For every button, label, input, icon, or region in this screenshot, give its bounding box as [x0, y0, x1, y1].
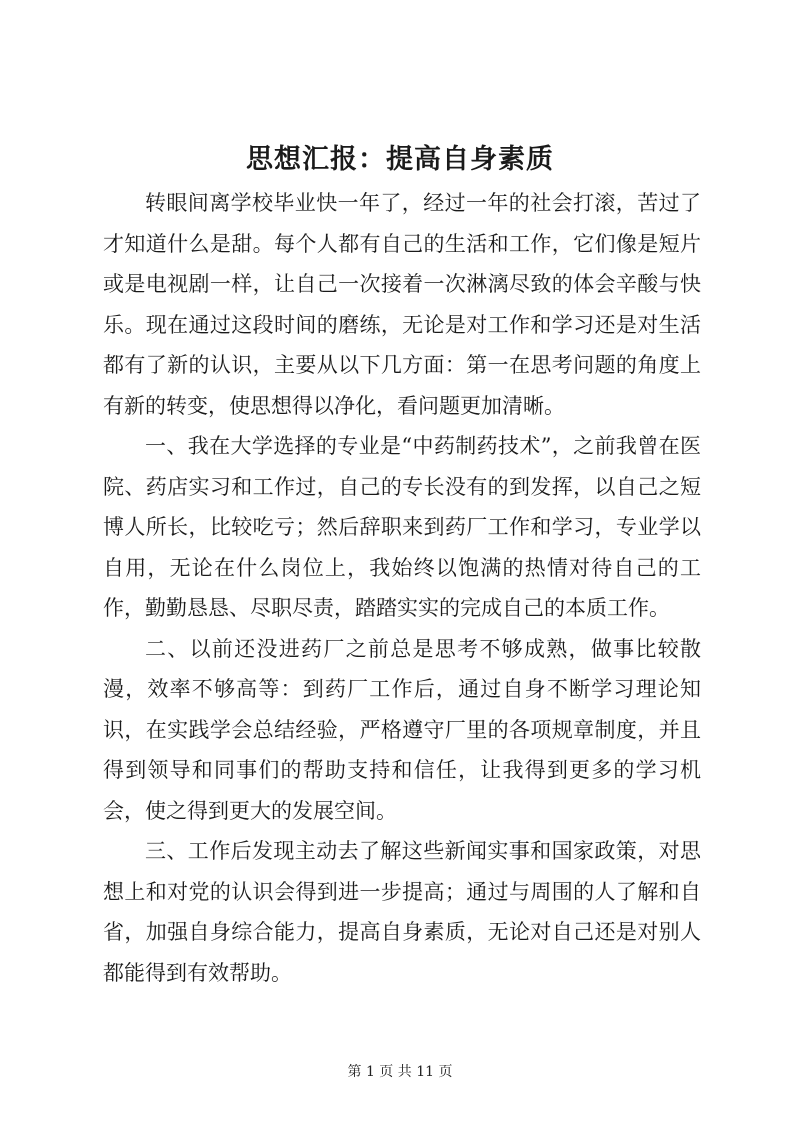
paragraph-point-three: 三、工作后发现主动去了解这些新闻实事和国家政策，对思想上和对党的认识会得到进一步提高；通过与周围的人了解和自省，加强自身综合能力，提高自身素质，无论对自己还是对别人都能得到有效帮助。 [103, 839, 701, 985]
paragraph-point-two: 二、以前还没进药厂之前总是思考不够成熟，做事比较散漫，效率不够高等：到药厂工作后，通过自身不断学习理论知识，在实践学会总结经验，严格遵守厂里的各项规章制度，并且得到领导和同事们的帮助支持和信任，让我得到更多的学习机会，使之得到更大的发展空间。 [103, 636, 701, 823]
document-body [103, 183, 701, 993]
paragraph-intro: 转眼间离学校毕业快一年了，经过一年的社会打滚，苦过了才知道什么是甜。每个人都有自己的生活和工作，它们像是短片或是电视剧一样，让自己一次接着一次淋漓尽致的体会辛酸与快乐。现在通过这段时间的磨练，无论是对工作和学习还是对生活都有了新的认识，主要从以下几方面：第一在思考问题的角度上有新的转变，使思想得以净化，看问题更加清晰。 [103, 191, 701, 418]
document-title: 思想汇报：提高自身素质 [246, 144, 554, 175]
page-number-footer: 第 1 页 共 11 页 [347, 1064, 453, 1080]
paragraph-point-one: 一、我在大学选择的专业是“中药制药技术”，之前我曾在医院、药店实习和工作过，自己的专长没有的到发挥，以自己之短博人所长，比较吃亏；然后辞职来到药厂工作和学习，专业学以自用，无论在什么岗位上，我始终以饱满的热情对待自己的工作，勤勤恳恳、尽职尽责，踏踏实实的完成自己的本质工作。 [103, 434, 701, 620]
